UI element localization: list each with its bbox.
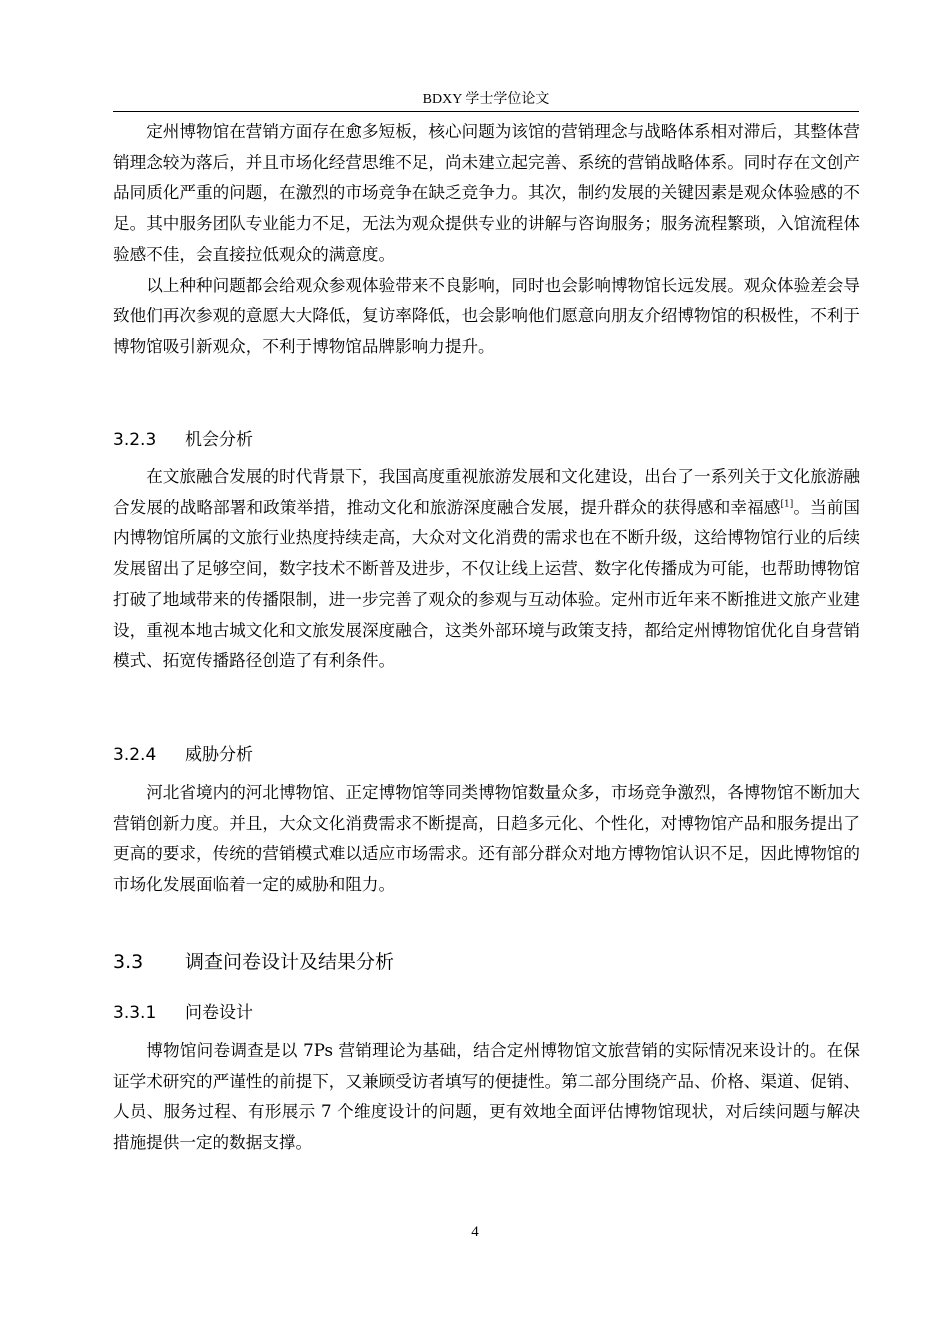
paragraph-text-b: 。当前国内博物馆所属的文旅行业热度持续走高，大众对文化消费的需求也在不断升级，这给博物馆行业的后续发展留出了足够空间，数字技术不断普及进步，不仅让线上运营、数字化传播成为可能，也帮助博物馆打破了地域带来的传播限制，进一步完善了观众的参观与互动体验。定州市近年来不断推进文旅产业建设，重视本地古城文化和文旅发展深度融合，这类外部环境与政策支持，都给定州博物馆优化自身营销模式、拓宽传播路径创造了有利条件。: [113, 497, 860, 671]
paragraph-text-a: 在文旅融合发展的时代背景下，我国高度重视旅游发展和文化建设，出台了一系列关于文化旅游融合发展的战略部署和政策举措，推动文化和旅游深度融合发展，提升群众的获得感和幸福感: [113, 467, 860, 517]
heading-3-2-3: [113, 425, 253, 450]
paragraph-opportunity: [113, 462, 860, 677]
heading-3-2-4: [113, 740, 253, 765]
heading-3-3-1: [113, 998, 253, 1023]
heading-title: 机会分析: [185, 430, 253, 450]
citation-1: [1]: [780, 499, 794, 510]
section-body-questionnaire: [113, 1036, 860, 1159]
running-header: BDXY 学士学位论文: [422, 92, 550, 107]
heading-number: 3.2.3: [113, 430, 157, 450]
heading-title: 威胁分析: [185, 745, 253, 765]
paragraph-questionnaire: 博物馆问卷调查是以 7Ps 营销理论为基础，结合定州博物馆文旅营销的实际情况来设计的。在保证学术研究的严谨性的前提下，又兼顾受访者填写的便捷性。第二部分围绕产品、价格、渠道、促销、人员、服务过程、有形展示 7 个维度设计的问题，更有效地全面评估博物馆现状，对后续问题与解决措施提供一定的数据支撑。: [113, 1041, 860, 1153]
section-body-intro: [113, 117, 860, 363]
heading-number: 3.2.4: [113, 745, 157, 765]
paragraph-weakness-summary: 定州博物馆在营销方面存在愈多短板，核心问题为该馆的营销理念与战略体系相对滞后，其整体营销理念较为落后，并且市场化经营思维不足，尚未建立起完善、系统的营销战略体系。同时存在文创产品同质化严重的问题，在激烈的市场竞争在缺乏竞争力。其次，制约发展的关键因素是观众体验感的不足。其中服务团队专业能力不足，无法为观众提供专业的讲解与咨询服务；服务流程繁琐，入馆流程体验感不佳，会直接拉低观众的满意度。: [113, 122, 860, 264]
paragraph-threat: 河北省境内的河北博物馆、正定博物馆等同类博物馆数量众多，市场竞争激烈，各博物馆不断加大营销创新力度。并且，大众文化消费需求不断提高，日趋多元化、个性化，对博物馆产品和服务提出了更高的要求，传统的营销模式难以适应市场需求。还有部分群众对地方博物馆认识不足，因此博物馆的市场化发展面临着一定的威胁和阻力。: [113, 783, 860, 895]
header-rule: [113, 111, 859, 112]
section-body-opportunity: [113, 462, 860, 677]
heading-number: 3.3.1: [113, 1003, 157, 1023]
section-body-threat: [113, 778, 860, 901]
paragraph-impact: 以上种种问题都会给观众参观体验带来不良影响，同时也会影响博物馆长远发展。观众体验差会导致他们再次参观的意愿大大降低，复访率降低，也会影响他们愿意向朋友介绍博物馆的积极性，不利于博物馆吸引新观众，不利于博物馆品牌影响力提升。: [113, 275, 860, 356]
heading-number: 3.3: [113, 951, 144, 973]
page-number: 4: [471, 1224, 479, 1240]
heading-title: 问卷设计: [185, 1003, 253, 1023]
heading-3-3: [113, 947, 394, 974]
heading-title: 调查问卷设计及结果分析: [185, 951, 395, 973]
